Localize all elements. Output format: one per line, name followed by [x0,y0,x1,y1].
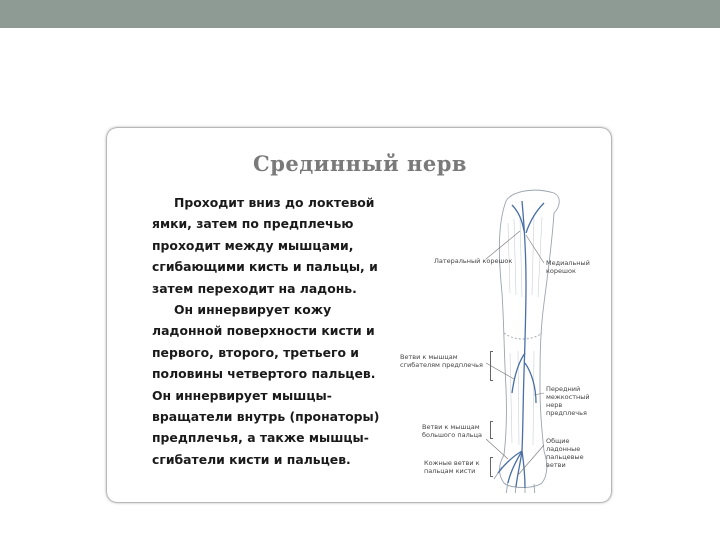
bracket-skin [490,457,493,477]
paragraph-2: Он иннервирует кожу ладонной поверхности кисти и первого, второго, третьего и половины четвертого пальцев. Он иннервирует мышцы-вращатели внутрь (пронаторы) предплечья, а также мышцы-сгибатели кисти и пальцев. [152,302,380,467]
top-bar [0,0,720,28]
label-skin-branches-fingers: Кожные ветви к пальцам кисти [424,459,480,475]
bracket-thumb [490,421,493,439]
label-anterior-interosseous: Передний межкостный нерв предплечья [546,385,590,417]
slide-title: Срединный нерв [252,151,468,176]
arm-nerve-illustration [394,183,604,493]
label-branches-thumb-muscles: Ветви к мышцам большого пальца [422,423,482,439]
slide-body [152,192,392,470]
label-lateral-root: Латеральный корешок [434,257,513,265]
label-branches-forearm-flexors: Ветви к мышцам сгибателям предплечья [400,353,483,369]
label-common-palmar-branches: Общие ладонные пальцевые ветви [546,437,584,469]
bracket-forearm [490,351,493,381]
label-medial-root: Медиальный корешок [546,259,590,275]
paragraph-1: Проходит вниз до локтевой ямки, затем по предплечью проходит между мышцами, сгибающими кисть и пальцы, и затем переходит на ладонь. [152,195,378,296]
